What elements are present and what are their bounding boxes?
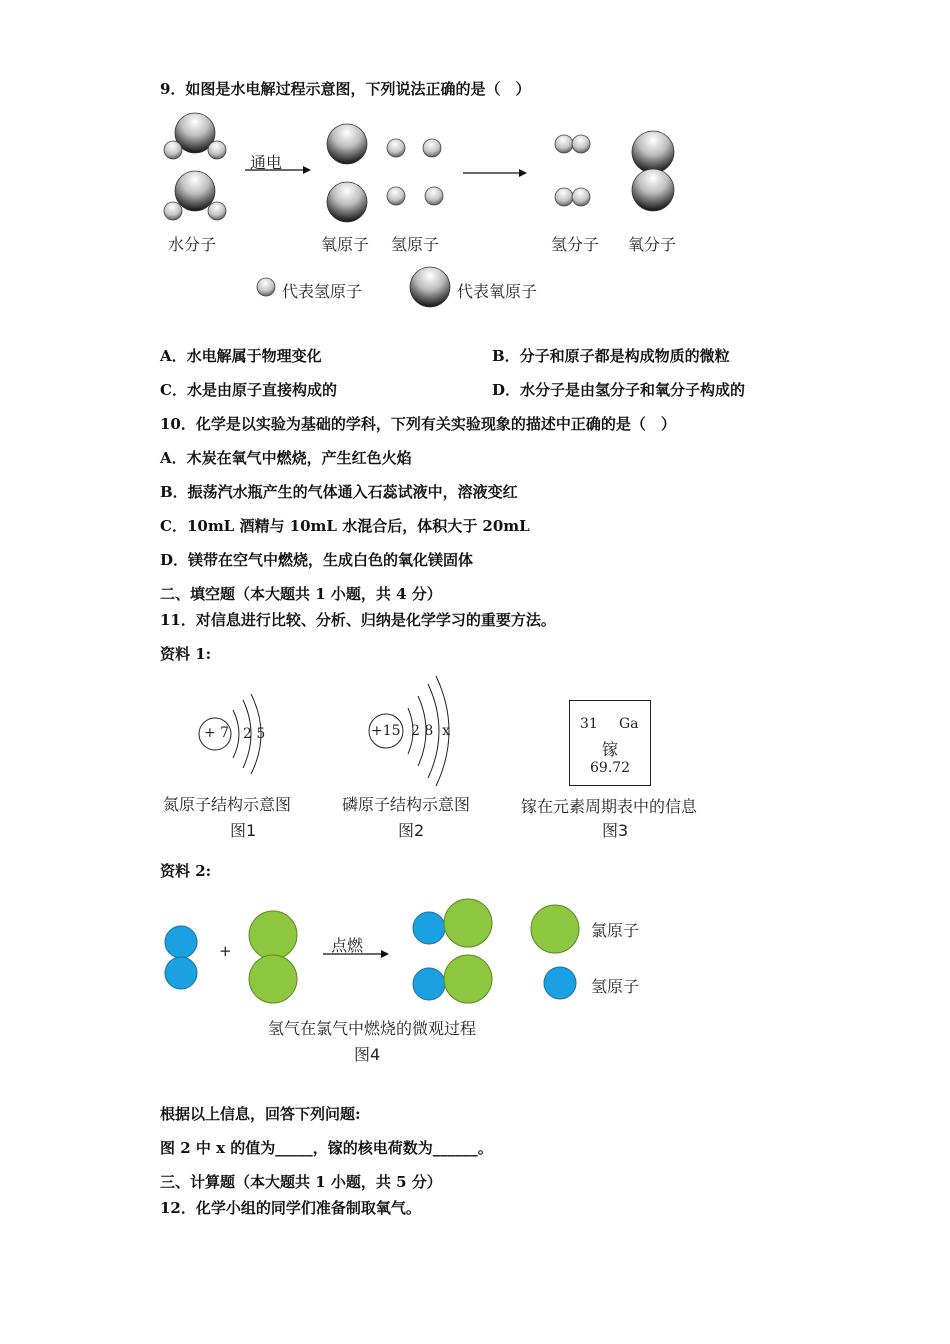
- option-9d[interactable]: D．水分子是由氢分子和氧分子构成的: [492, 381, 746, 399]
- water-molecule-2: [164, 171, 226, 220]
- option-10a[interactable]: A．木炭在氧气中燃烧，产生红色火焰: [160, 449, 412, 467]
- hydrogen-atom-label: 氢原子: [391, 235, 440, 254]
- question-11-stem: 11．对信息进行比较、分析、归纳是化学学习的重要方法。: [160, 611, 556, 629]
- oxygen-atom-label: 氧原子: [321, 235, 370, 254]
- hydrogen-atom: [423, 139, 441, 157]
- phosphorus-shells: 2 8 x: [411, 723, 451, 739]
- cl2-chlorine-atom: [249, 955, 297, 1003]
- question-11-blanks[interactable]: 图 2 中 x 的值为_____，镓的核电荷数为______。: [160, 1139, 493, 1157]
- legend-oxygen-icon: [410, 267, 450, 307]
- fig3-caption: 镓在元素周期表中的信息: [521, 797, 698, 816]
- hydrogen-atom: [425, 187, 443, 205]
- legend-hydrogen-label: 代表氢原子: [282, 282, 363, 301]
- option-9c[interactable]: C．水是由原子直接构成的: [160, 381, 337, 399]
- legend-oxygen-label: 代表氧原子: [457, 282, 538, 301]
- question-12-stem: 12．化学小组的同学们准备制取氧气。: [160, 1199, 421, 1217]
- fig3-label: 图3: [602, 821, 629, 840]
- fig1-label: 图1: [230, 821, 257, 840]
- nitrogen-nucleus: + 7: [204, 725, 230, 741]
- legend-chlorine-icon: [531, 905, 579, 953]
- oxygen-atom: [327, 124, 367, 164]
- material-1-label: 资料 1:: [160, 645, 212, 663]
- question-11-prompt: 根据以上信息，回答下列问题:: [160, 1105, 361, 1123]
- fig4-caption: 氢气在氯气中燃烧的微观过程: [268, 1019, 477, 1038]
- water-electrolysis-diagram: [155, 108, 715, 308]
- electrolysis-arrow-label: 通电: [250, 153, 283, 172]
- hydrogen-atom: [387, 139, 405, 157]
- fig4-label: 图4: [354, 1045, 381, 1064]
- oxygen-molecule-label: 氧分子: [628, 235, 677, 254]
- gallium-name: 镓: [602, 740, 619, 759]
- gallium-atomic-number: 31: [580, 716, 598, 732]
- oxygen-atom: [327, 182, 367, 222]
- water-molecule-label: 水分子: [168, 235, 217, 254]
- hydrogen-atom: [387, 187, 405, 205]
- ignition-arrow-label: 点燃: [331, 936, 364, 955]
- gallium-atomic-mass: 69.72: [590, 760, 631, 776]
- phosphorus-nucleus: +15: [371, 723, 401, 739]
- oxygen-molecule: [632, 131, 674, 211]
- legend-hydrogen-icon: [257, 278, 275, 296]
- hydrogen-atom-label-fig4: 氢原子: [591, 977, 640, 996]
- hcl-reaction-diagram: [160, 895, 640, 1010]
- option-9b[interactable]: B．分子和原子都是构成物质的微粒: [492, 347, 730, 365]
- fig2-label: 图2: [398, 821, 425, 840]
- h2-hydrogen-atom: [165, 926, 197, 958]
- option-10d[interactable]: D．镁带在空气中燃烧，生成白色的氧化镁固体: [160, 551, 474, 569]
- fig2-caption: 磷原子结构示意图: [342, 795, 471, 814]
- hcl-molecule: [413, 955, 492, 1003]
- fig1-caption: 氮原子结构示意图: [163, 795, 292, 814]
- hydrogen-molecule-label: 氢分子: [551, 235, 600, 254]
- hcl-molecule: [413, 899, 492, 947]
- chlorine-atom-label: 氯原子: [591, 921, 640, 940]
- h2-hydrogen-atom: [165, 957, 197, 989]
- section-2-heading: 二、填空题（本大题共 1 小题，共 4 分）: [160, 585, 442, 603]
- legend-hydrogen-icon: [544, 967, 576, 999]
- nitrogen-shells: 2 5: [243, 726, 266, 742]
- question-9-stem: 9．如图是水电解过程示意图，下列说法正确的是（ ）: [160, 80, 531, 98]
- hydrogen-molecule: [555, 188, 590, 206]
- water-molecule-1: [164, 113, 226, 159]
- option-10c[interactable]: C．10mL 酒精与 10mL 水混合后，体积大于 20mL: [160, 517, 530, 535]
- plus-sign: +: [219, 942, 232, 960]
- option-10b[interactable]: B．振荡汽水瓶产生的气体通入石蕊试液中，溶液变红: [160, 483, 518, 501]
- section-3-heading: 三、计算题（本大题共 1 小题，共 5 分）: [160, 1173, 442, 1191]
- question-10-stem: 10．化学是以实验为基础的学科，下列有关实验现象的描述中正确的是（ ）: [160, 415, 676, 433]
- cl2-chlorine-atom: [249, 911, 297, 959]
- hydrogen-molecule: [555, 135, 590, 153]
- option-9a[interactable]: A．水电解属于物理变化: [160, 347, 322, 365]
- material-2-label: 资料 2:: [160, 862, 212, 880]
- gallium-symbol: Ga: [619, 716, 639, 732]
